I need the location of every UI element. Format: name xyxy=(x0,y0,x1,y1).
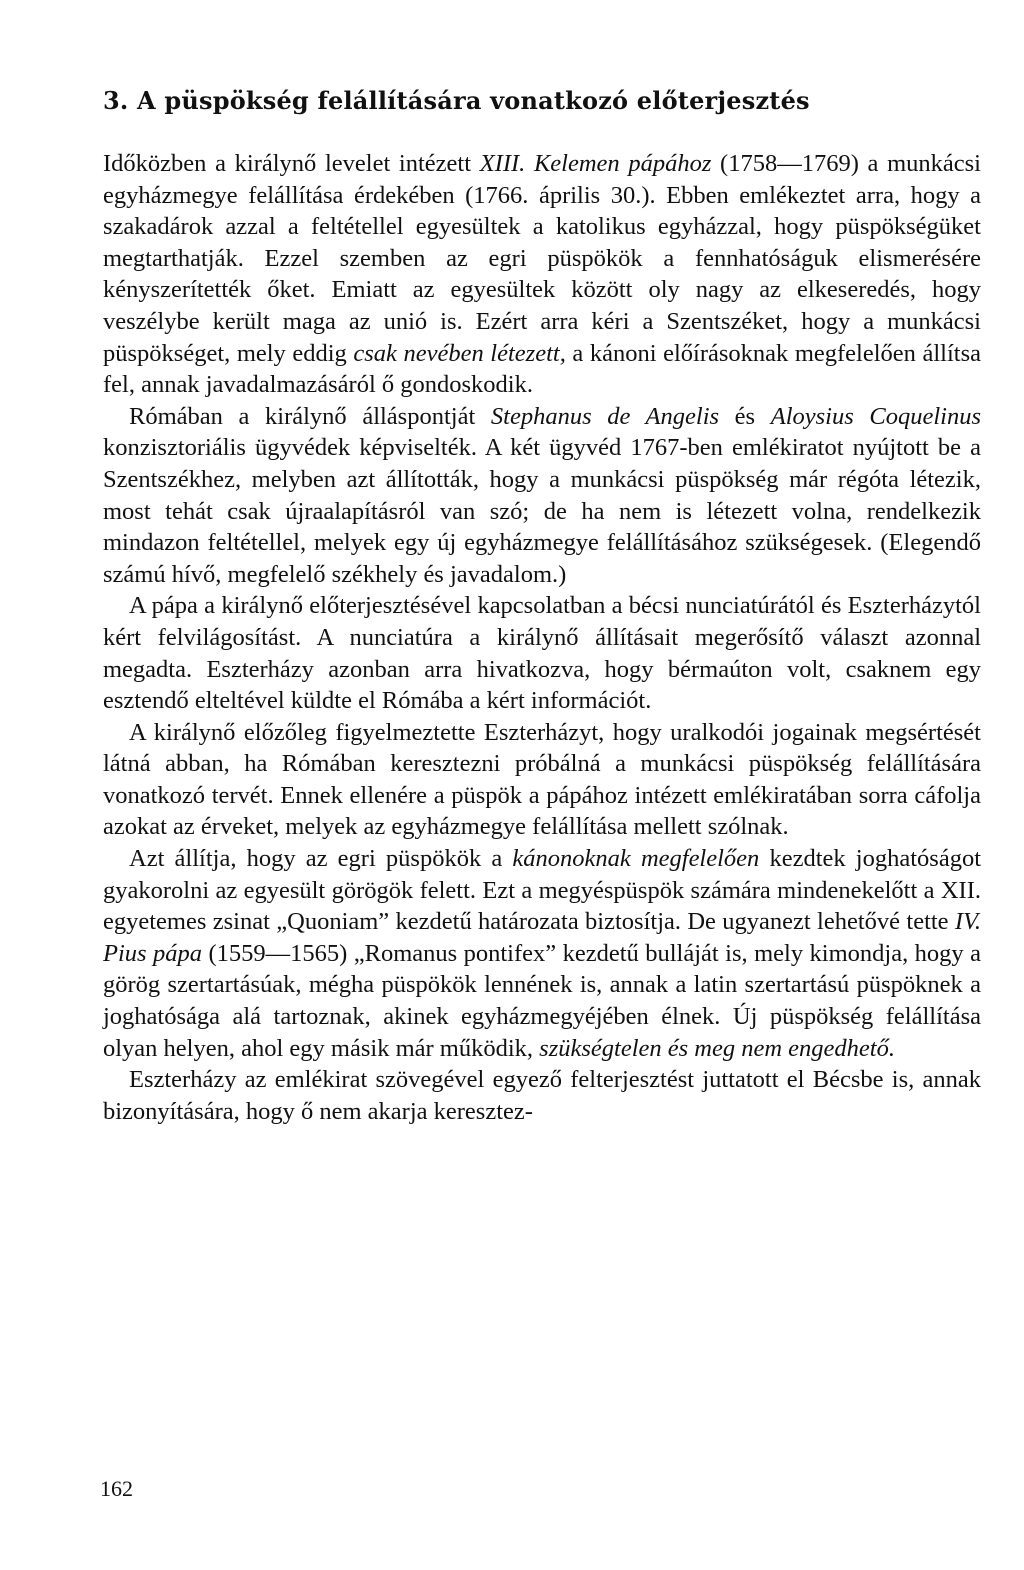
italic-text: IV. Pius pápa xyxy=(103,908,981,967)
text-run: A pápa a királynő előterjesztésével kapcsolatban a bécsi nunciatúrától és Eszterházytól kért felvilágosítást. A nunciatúra a királynő állításait megerősítő választ azonnal megadta. Eszterházy azonban arra hivatkozva, hogy bérmaúton volt, csaknem egy esztendő elteltével küldte el Rómába a kért információt. xyxy=(103,592,981,715)
text-run: Rómában a királynő álláspontját xyxy=(129,402,491,430)
text-run: a kánoni előírásoknak megfelelően állítsa fel, annak javadalmazásáról ő gondoskodik. xyxy=(103,339,982,399)
text-run: A királynő előzőleg figyelmeztette Eszterházyt, hogy uralkodói jogainak megsértését látná abban, ha Rómában keresztezni próbálná a munkácsi püspökség felállítására vonatkozó tervét. Ennek ellenére a püspök a pápához intézett emlékiratában sorra cáfolja azokat az érveket, melyek az egyházmegye felállítása mellett szólnak. xyxy=(103,718,981,841)
italic-text: kánonoknak megfelelően xyxy=(512,845,760,873)
paragraph xyxy=(103,401,981,591)
italic-text: Aloysius Coquelinus xyxy=(770,402,982,430)
page-number: 162 xyxy=(100,1476,133,1501)
paragraph xyxy=(103,148,981,401)
paragraph xyxy=(103,843,981,1064)
paragraph xyxy=(103,717,981,843)
text-run: (1758—1769) a munkácsi egyházmegye felállítása érdekében (1766. április 30.). Ebben emlékeztet arra, hogy a szakadárok azzal a feltétellel egyesültek a katolikus egyházzal, hogy püspökségüket megtarthatják. Ezzel szemben az egri püspökök a fennhatóságuk elismerésére kényszerítették őket. Emiatt az egyesültek között oly nagy az elkeseredés, hogy veszélybe került maga az unió is. Ezért arra kéri a Szentszéket, hogy a munkácsi püspökséget, mely eddig xyxy=(103,150,981,367)
text-run: kezdtek joghatóságot gyakorolni az egyesült görögök felett. Ezt a megyéspüspök számára mindenekelőtt a XII. egyetemes zsinat „Quoniam” kezdetű határozata biztosítja. De ugyanezt lehetővé tette xyxy=(103,845,982,936)
text-run: konzisztoriális ügyvédek képviselték. A két ügyvéd 1767-ben emlékiratot nyújtott be a Szentszékhez, melyben azt állították, hogy a munkácsi püspökség már régóta létezik, most tehát csak újraalapításról van szó; de ha nem is létezett volna, rendelkezik mindazon feltétellel, melyek egy új egyházmegye felállításához szükségesek. (Elegendő számú hívő, megfelelő székhely és javadalom.) xyxy=(103,434,981,588)
section-heading: 3. A püspökség felállítására vonatkozó előterjesztés xyxy=(103,86,810,115)
italic-text: XIII. Kelemen pápához xyxy=(479,150,712,177)
body-text xyxy=(103,148,981,1127)
paragraph xyxy=(103,590,981,716)
text-run: és xyxy=(719,402,771,430)
italic-text: szükségtelen és meg nem engedhető. xyxy=(539,1034,895,1062)
text-run: Eszterházy az emlékirat szövegével egyező felterjesztést juttatott el Bécsbe is, annak bizonyítására, hogy ő nem akarja keresztez- xyxy=(103,1066,981,1125)
italic-text: csak nevében létezett, xyxy=(353,339,566,367)
italic-text: Stephanus de Angelis xyxy=(490,402,720,430)
text-run: Azt állítja, hogy az egri püspökök a xyxy=(129,845,513,873)
text-run: (1559—1565) „Romanus pontifex” kezdetű bulláját is, mely kimondja, hogy a görög szertartásúak, mégha püspökök lennének is, annak a latin szertartású püspöknek a joghatósága alá tartoznak, akinek egyházmegyéjében élnek. Új püspökség felállítása olyan helyen, ahol egy másik már működik, xyxy=(103,939,981,1062)
paragraph xyxy=(103,1064,981,1127)
text-run: Időközben a királynő levelet intézett xyxy=(103,150,480,177)
